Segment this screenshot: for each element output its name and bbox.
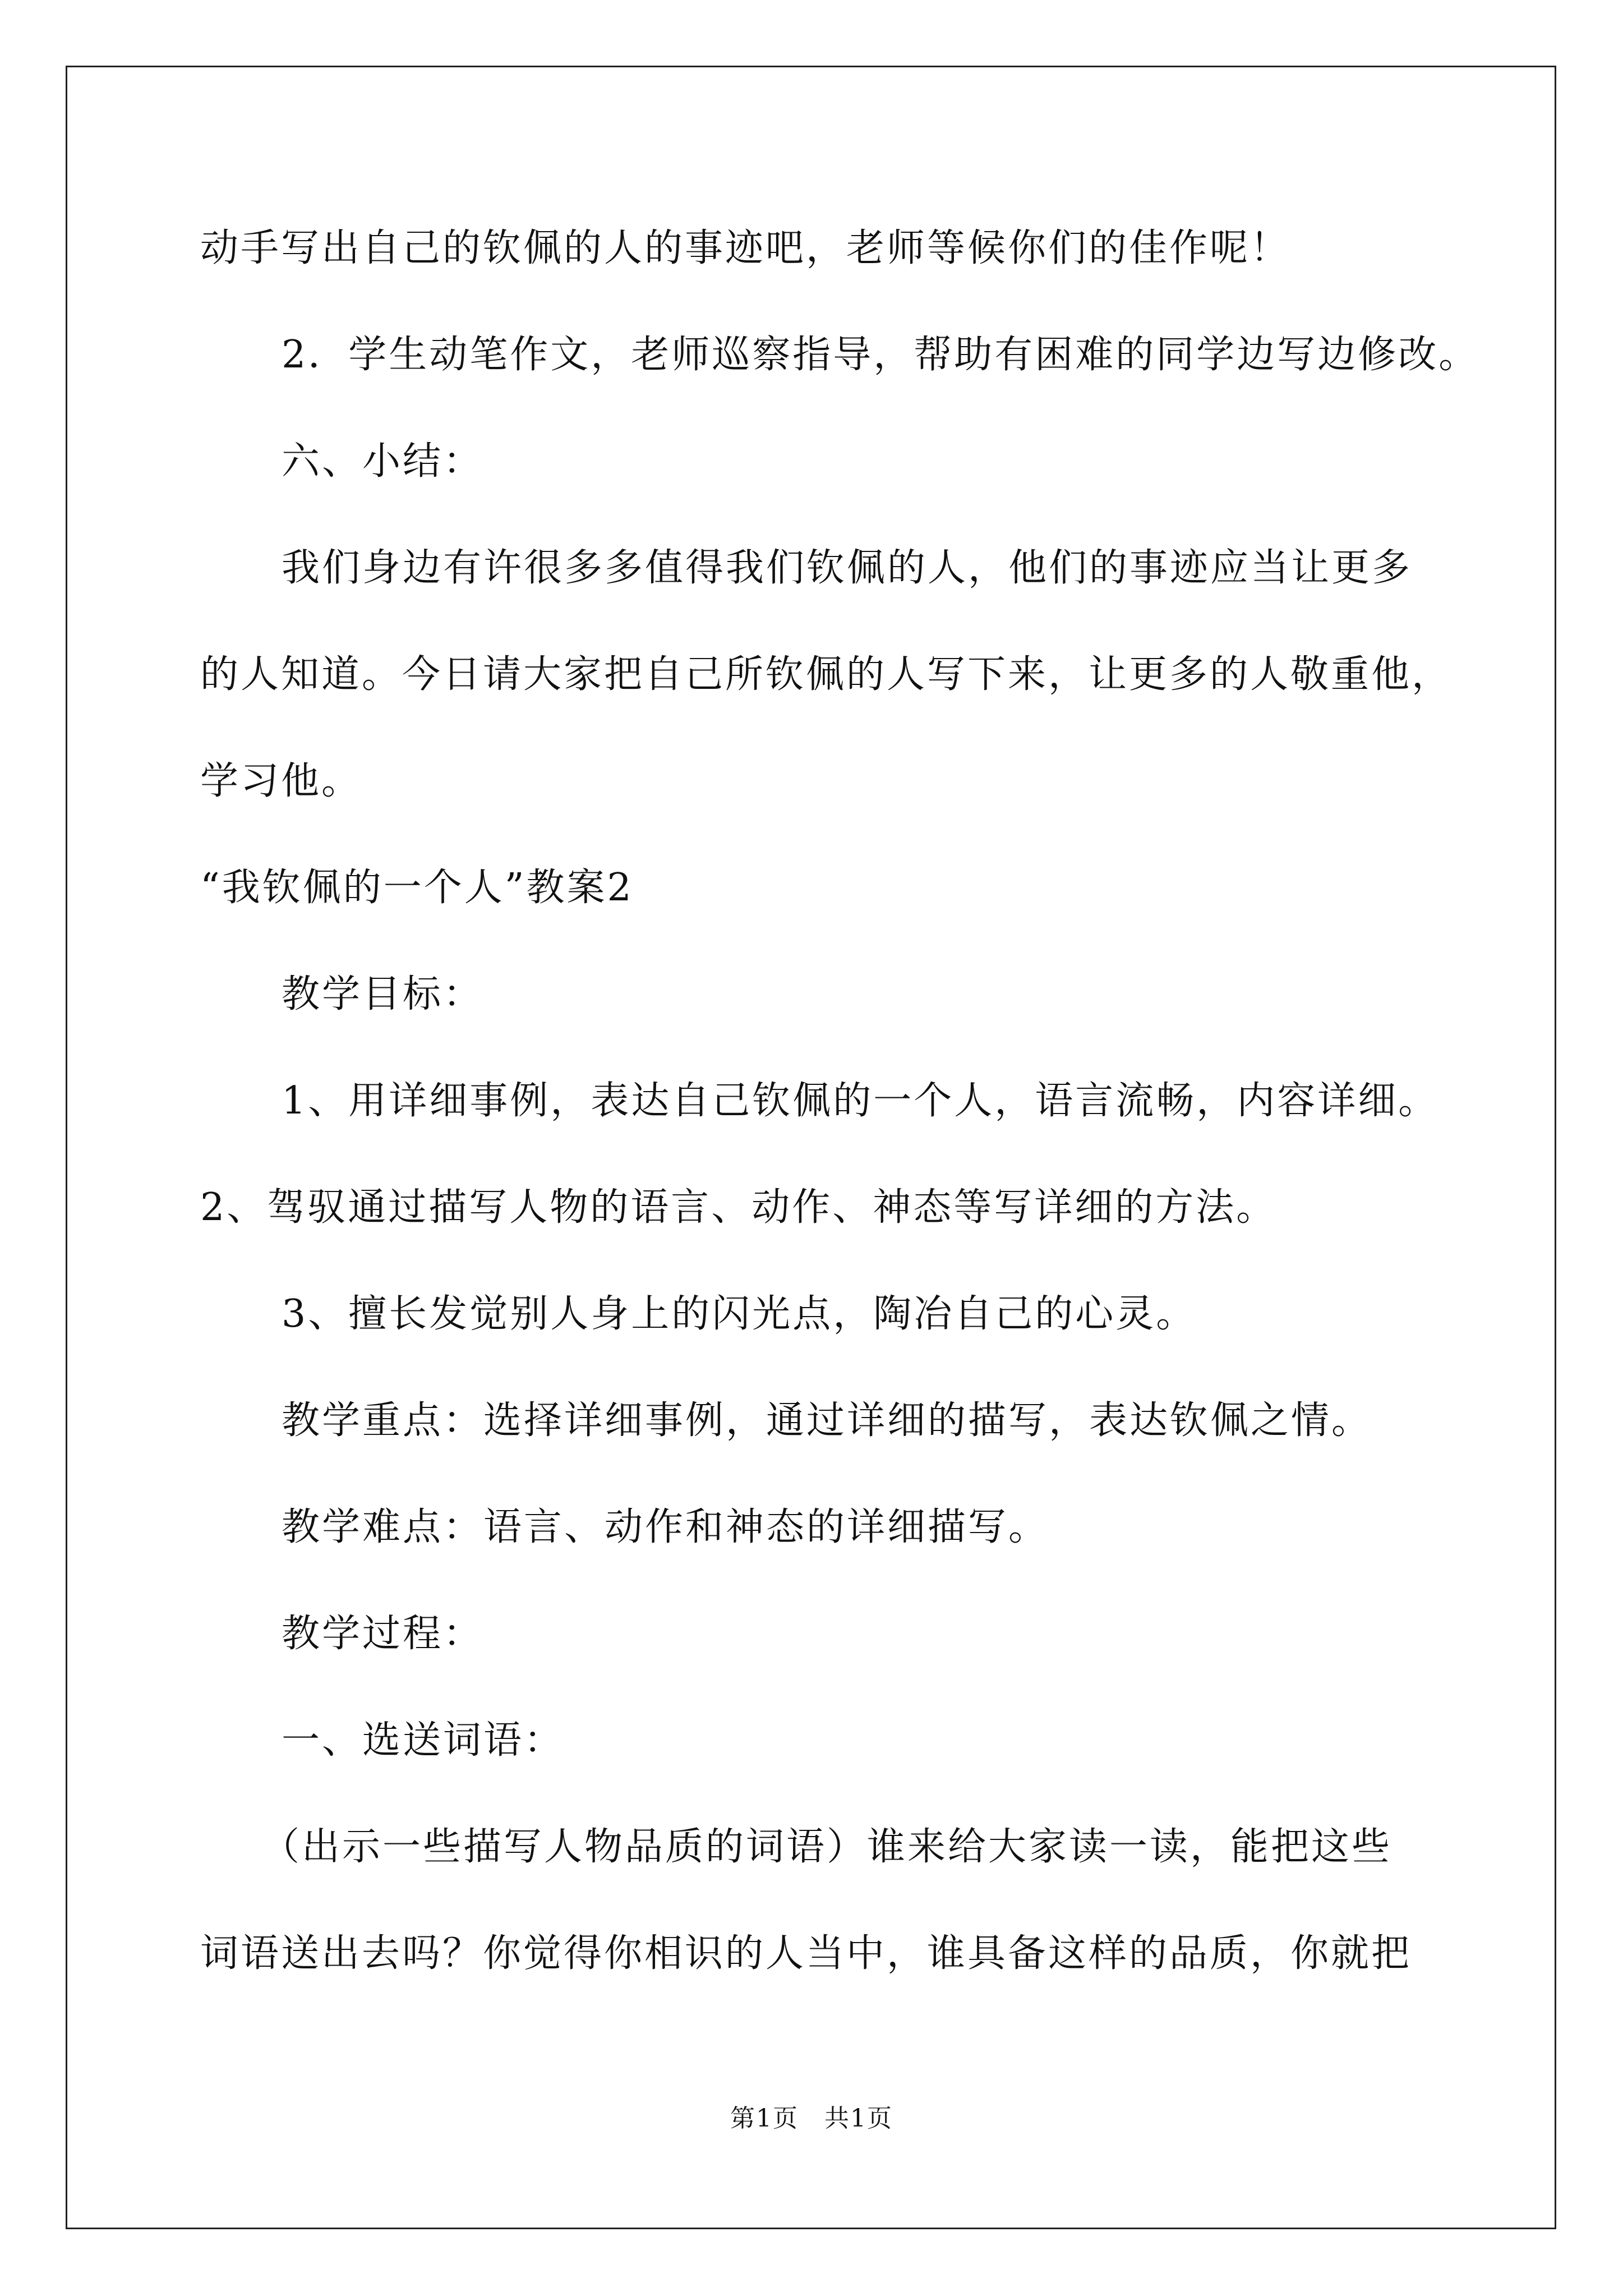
text-line: 2．学生动笔作文，老师巡察指导，帮助有困难的同学边写边修改。 bbox=[282, 333, 1479, 377]
page-footer: 第1页 共1页 bbox=[730, 2104, 893, 2133]
text-line: 2、驾驭通过描写人物的语言、动作、神态等写详细的方法。 bbox=[200, 1185, 1277, 1230]
section-heading: 教学过程： bbox=[282, 1612, 484, 1656]
lesson-title: “我钦佩的一个人”教案2 bbox=[200, 866, 634, 910]
text-line: 的人知道。今日请大家把自己所钦佩的人写下来，让更多的人敬重他， bbox=[200, 652, 1453, 697]
page-border bbox=[66, 66, 1556, 2229]
section-heading: 六、小结： bbox=[282, 439, 484, 484]
text-line: （出示一些描写人物品质的词语）谁来给大家读一读，能把这些 bbox=[261, 1825, 1393, 1869]
section-heading: 教学目标： bbox=[282, 972, 484, 1016]
text-line: 动手写出自己的钦佩的人的事迹吧，老师等候你们的佳作呢！ bbox=[200, 226, 1291, 270]
text-line: 教学重点：选择详细事例，通过详细的描写，表达钦佩之情。 bbox=[282, 1398, 1372, 1443]
text-line: 教学难点：语言、动作和神态的详细描写。 bbox=[282, 1505, 1049, 1549]
text-line: 词语送出去吗？你觉得你相识的人当中，谁具备这样的品质，你就把 bbox=[200, 1931, 1412, 1976]
text-line: 学习他。 bbox=[200, 759, 362, 803]
text-line: 我们身边有许很多多值得我们钦佩的人，他们的事迹应当让更多 bbox=[282, 546, 1413, 590]
section-heading: 一、选送词语： bbox=[282, 1718, 565, 1763]
text-line: 3、擅长发觉别人身上的闪光点，陶冶自己的心灵。 bbox=[282, 1292, 1197, 1336]
text-line: 1、用详细事例，表达自己钦佩的一个人，语言流畅，内容详细。 bbox=[282, 1079, 1439, 1123]
